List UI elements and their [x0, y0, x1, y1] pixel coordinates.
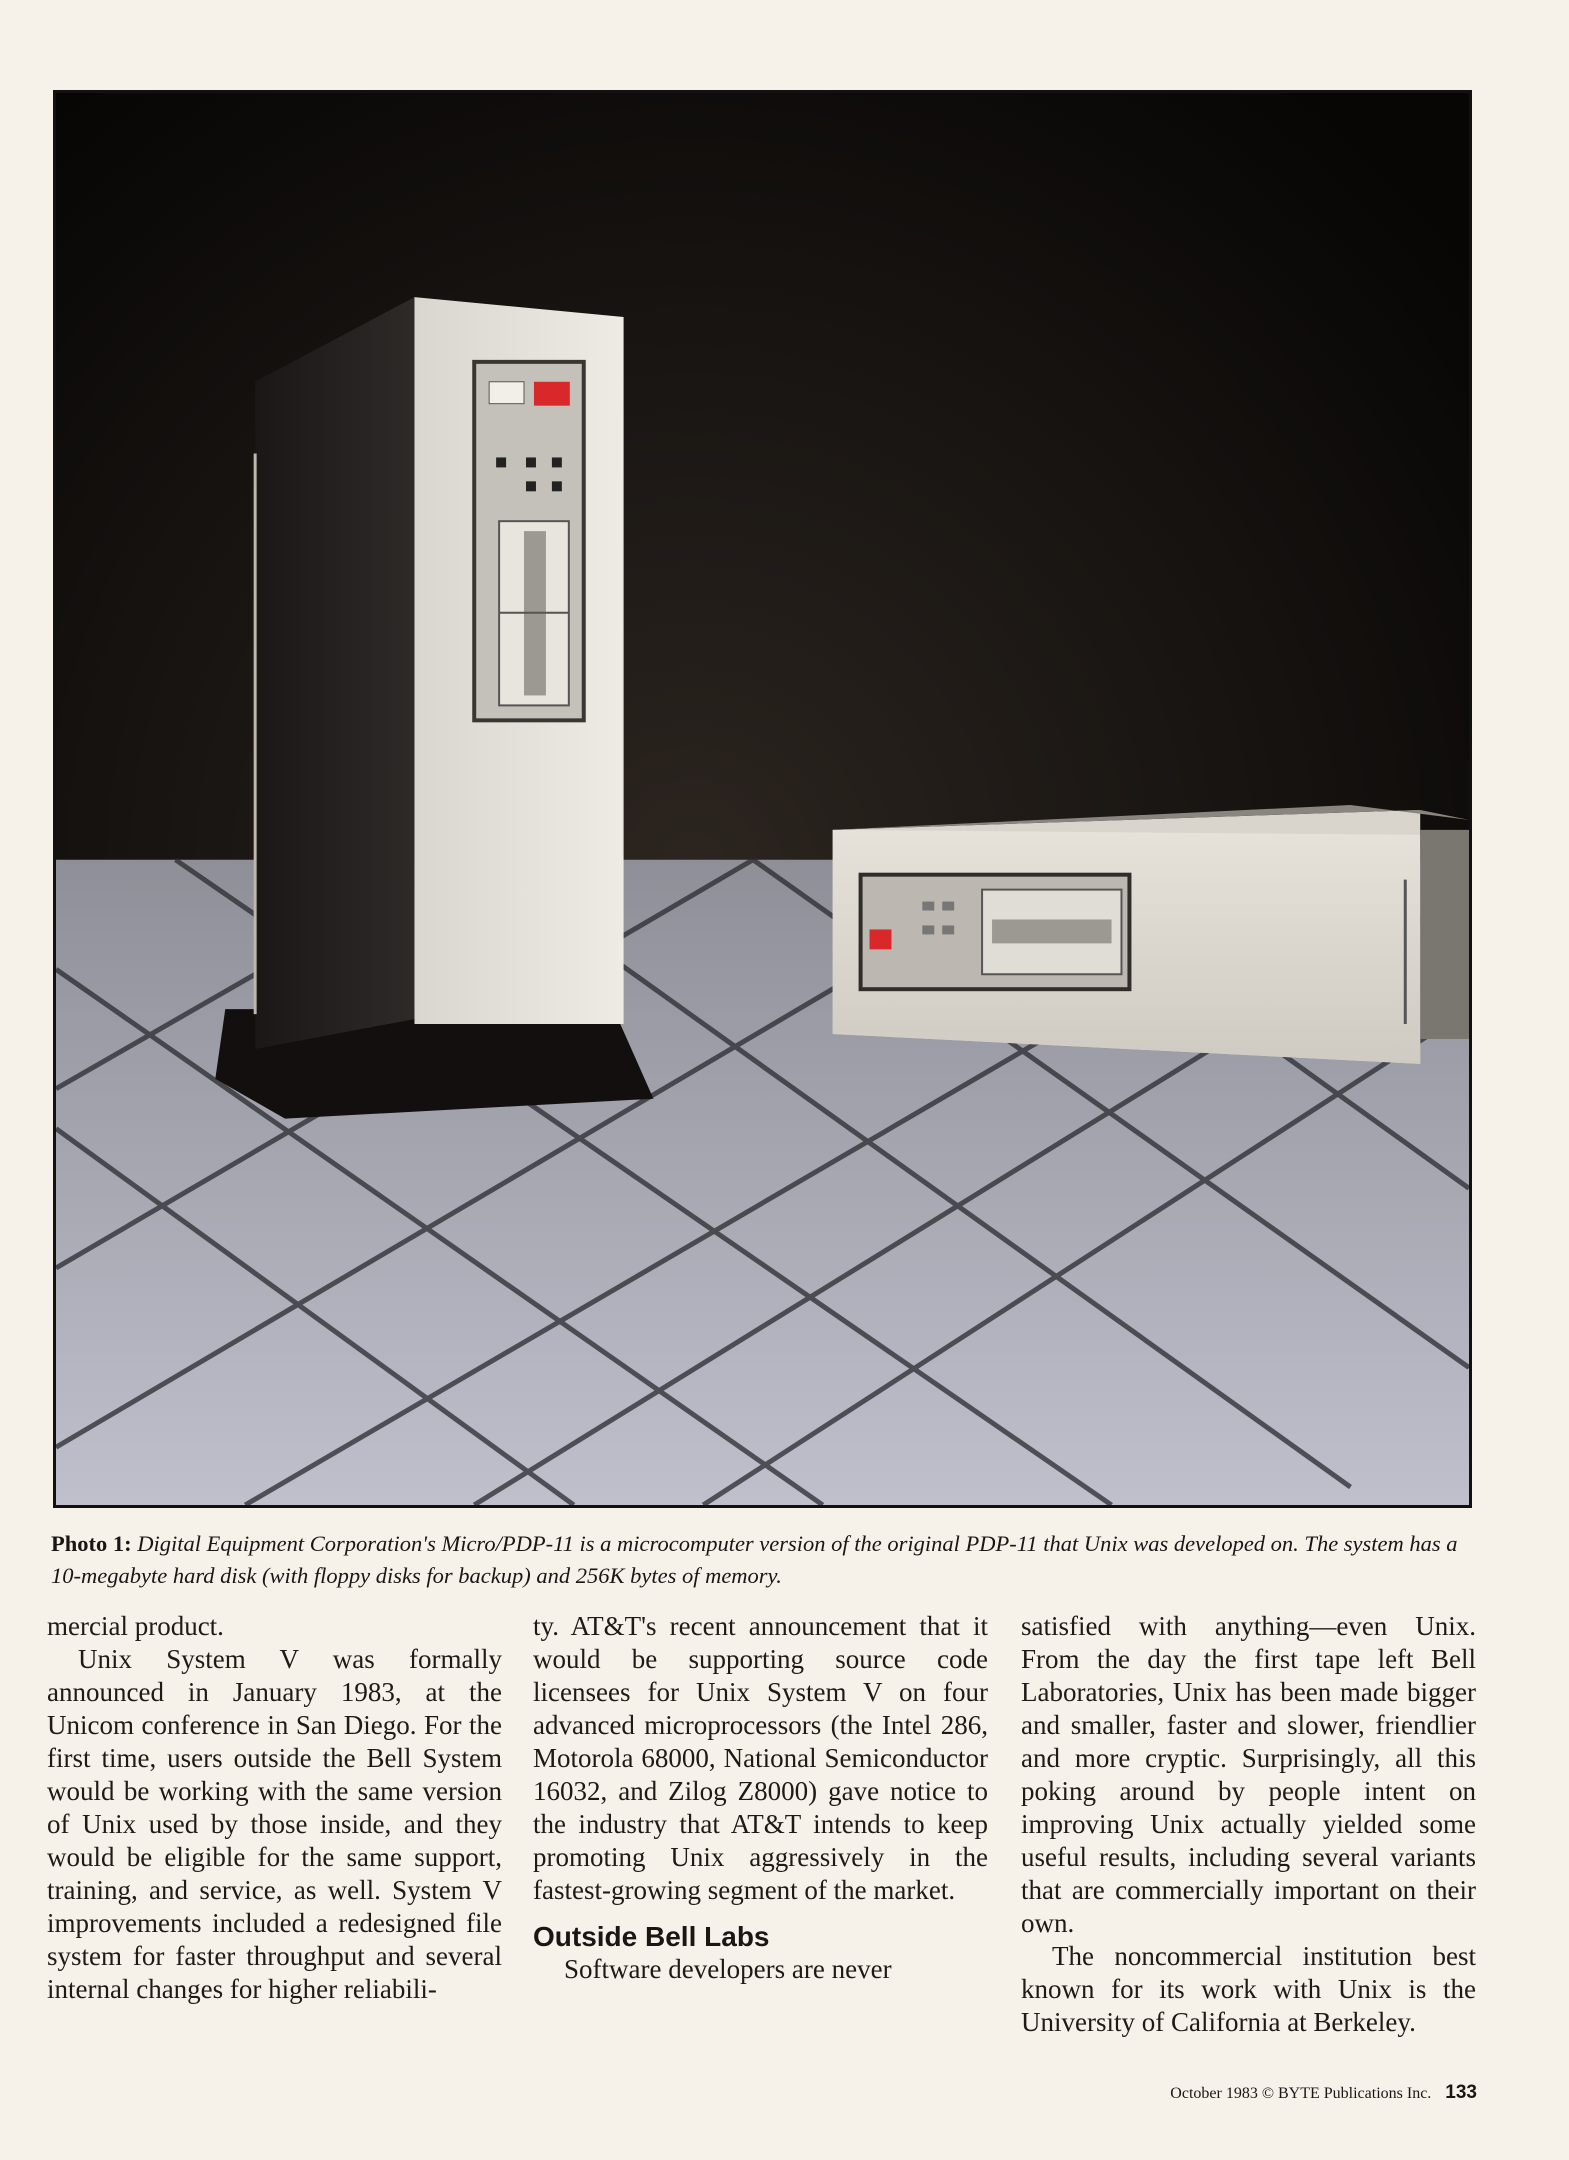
photo-image — [56, 93, 1469, 1505]
article-column-1 — [47, 1610, 502, 2006]
page-footer — [1170, 2082, 1477, 2104]
caption-label: Photo 1: — [51, 1531, 132, 1556]
paragraph: satisfied with anything—even Unix. From the day the first tape left Bell Laboratories, Unix has been made bigger and smaller, faster and slower, friendlier and more cryptic. Surprisingly, all this poking around by people intent on improving Unix actually yielded some useful results, including several variants that are commercially important on their own. — [1021, 1611, 1476, 1938]
article-column-3 — [1021, 1610, 1476, 2039]
photo-caption — [51, 1528, 1481, 1592]
paragraph: Software developers are never — [564, 1954, 892, 1984]
paragraph: ty. AT&T's recent announcement that it would be supporting source code licensees for Unix System V on four advanced microprocessors (the Intel 286, Motorola 68000, National Semiconductor 16032, and Zilog Z8000) gave notice to the industry that AT&T intends to keep promoting Unix aggressively in the fastest-growing segment of the market. — [533, 1611, 988, 1905]
article-column-2 — [533, 1610, 988, 1986]
paragraph: The noncommercial institution best known for its work with Unix is the University of California at Berkeley. — [1021, 1941, 1476, 2037]
footer-credit: October 1983 © BYTE Publications Inc. — [1170, 2085, 1432, 2102]
paragraph: Unix System V was formally announced in January 1983, at the Unicom conference in San Diego. For the first time, users outside the Bell System would be working with the same version of Unix used by those inside, and they would be eligible for the same support, training, and service, as well. System V improvements included a redesigned file system for faster throughput and several internal changes for higher reliabili- — [47, 1644, 502, 2004]
photo-micro-pdp11 — [53, 90, 1472, 1508]
section-heading: Outside Bell Labs — [533, 1921, 770, 1952]
caption-text: Digital Equipment Corporation's Micro/PDP-11 is a microcomputer version of the original PDP-11 that Unix was developed on. The system has a 10-megabyte hard disk (with floppy disks for backup) and 256K bytes of memory. — [51, 1531, 1458, 1588]
page-number: 133 — [1445, 2082, 1477, 2103]
paragraph: mercial product. — [47, 1611, 224, 1641]
